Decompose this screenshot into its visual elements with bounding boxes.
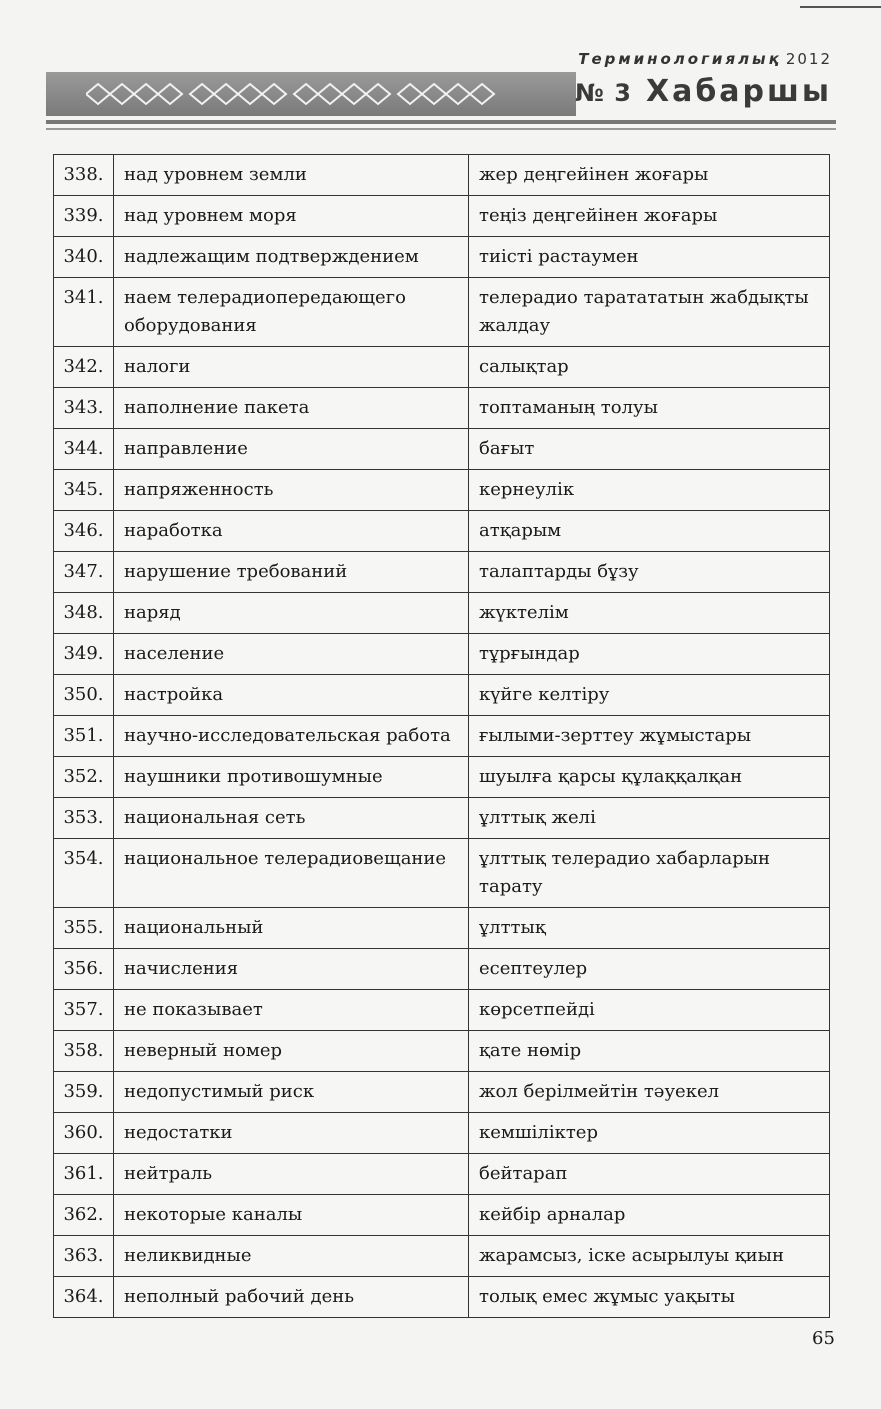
table-row <box>54 552 830 593</box>
table-row <box>54 757 830 798</box>
kazakh-term: жол берілмейтін тәуекел <box>469 1072 830 1113</box>
entry-number: 350. <box>54 675 114 716</box>
entry-number: 346. <box>54 511 114 552</box>
kazakh-term: кернеулік <box>469 470 830 511</box>
entry-number: 353. <box>54 798 114 839</box>
russian-term: нарушение требований <box>114 552 469 593</box>
entry-number: 357. <box>54 990 114 1031</box>
russian-term: национальный <box>114 908 469 949</box>
journal-title <box>578 50 832 68</box>
entry-number: 352. <box>54 757 114 798</box>
table-row <box>54 839 830 908</box>
table-row <box>54 798 830 839</box>
table-row <box>54 1031 830 1072</box>
russian-term: наряд <box>114 593 469 634</box>
entry-number: 356. <box>54 949 114 990</box>
kazakh-term: ұлттық телерадио хабарларын тарату <box>469 839 830 908</box>
table-row <box>54 593 830 634</box>
journal-issue <box>575 74 832 109</box>
entry-number: 359. <box>54 1072 114 1113</box>
kazakh-term: ұлттық желі <box>469 798 830 839</box>
russian-term: направление <box>114 429 469 470</box>
entry-number: 349. <box>54 634 114 675</box>
entry-number: 355. <box>54 908 114 949</box>
russian-term: нейтраль <box>114 1154 469 1195</box>
journal-title-word: Терминологиялық <box>578 50 782 68</box>
russian-term: наполнение пакета <box>114 388 469 429</box>
table-row <box>54 675 830 716</box>
russian-term: настройка <box>114 675 469 716</box>
entry-number: 348. <box>54 593 114 634</box>
kazakh-term: бағыт <box>469 429 830 470</box>
entry-number: 361. <box>54 1154 114 1195</box>
kazakh-term: телерадио таратататын жабдықты жалдау <box>469 278 830 347</box>
kazakh-term: салықтар <box>469 347 830 388</box>
russian-term: наработка <box>114 511 469 552</box>
table-row <box>54 1195 830 1236</box>
page-number: 65 <box>812 1328 835 1349</box>
entry-number: 339. <box>54 196 114 237</box>
kazakh-term: тұрғындар <box>469 634 830 675</box>
table-row <box>54 196 830 237</box>
russian-term: население <box>114 634 469 675</box>
kazakh-term: тиісті растаумен <box>469 237 830 278</box>
table-row <box>54 347 830 388</box>
russian-term: неверный номер <box>114 1031 469 1072</box>
russian-term: некоторые каналы <box>114 1195 469 1236</box>
table-row <box>54 1277 830 1318</box>
russian-term: научно-исследовательская работа <box>114 716 469 757</box>
table-row <box>54 908 830 949</box>
corner-rule <box>800 6 881 8</box>
entry-number: 345. <box>54 470 114 511</box>
kazakh-term: күйге келтіру <box>469 675 830 716</box>
russian-term: налоги <box>114 347 469 388</box>
kazakh-term: қате нөмір <box>469 1031 830 1072</box>
kazakh-term: жүктелім <box>469 593 830 634</box>
entry-number: 340. <box>54 237 114 278</box>
entry-number: 344. <box>54 429 114 470</box>
russian-term: недостатки <box>114 1113 469 1154</box>
kazakh-term: жарамсыз, іске асырылуы қиын <box>469 1236 830 1277</box>
table-row <box>54 1072 830 1113</box>
ornament-band <box>46 72 576 116</box>
russian-term: национальное телерадиовещание <box>114 839 469 908</box>
table-row <box>54 388 830 429</box>
russian-term: наушники противошумные <box>114 757 469 798</box>
glossary-table <box>53 154 830 1318</box>
entry-number: 360. <box>54 1113 114 1154</box>
entry-number: 363. <box>54 1236 114 1277</box>
table-row <box>54 1236 830 1277</box>
kazakh-term: есептеулер <box>469 949 830 990</box>
entry-number: 358. <box>54 1031 114 1072</box>
kazakh-term: атқарым <box>469 511 830 552</box>
entry-number: 341. <box>54 278 114 347</box>
table-row <box>54 237 830 278</box>
russian-term: напряженность <box>114 470 469 511</box>
russian-term: над уровнем земли <box>114 155 469 196</box>
entry-number: 354. <box>54 839 114 908</box>
russian-term: неполный рабочий день <box>114 1277 469 1318</box>
table-row <box>54 1154 830 1195</box>
table-row <box>54 716 830 757</box>
russian-term: наем телерадиопередающего оборудования <box>114 278 469 347</box>
russian-term: национальная сеть <box>114 798 469 839</box>
russian-term: над уровнем моря <box>114 196 469 237</box>
table-row <box>54 511 830 552</box>
russian-term: надлежащим подтверждением <box>114 237 469 278</box>
issue-number: № 3 <box>575 79 632 107</box>
entry-number: 351. <box>54 716 114 757</box>
entry-number: 362. <box>54 1195 114 1236</box>
entry-number: 364. <box>54 1277 114 1318</box>
russian-term: не показывает <box>114 990 469 1031</box>
kazakh-term: кейбір арналар <box>469 1195 830 1236</box>
kazakh-term: толық емес жұмыс уақыты <box>469 1277 830 1318</box>
kazakh-term: талаптарды бұзу <box>469 552 830 593</box>
table-row <box>54 990 830 1031</box>
kazakh-term: бейтарап <box>469 1154 830 1195</box>
table-row <box>54 470 830 511</box>
table-row <box>54 155 830 196</box>
kazakh-term: ғылыми-зерттеу жұмыстары <box>469 716 830 757</box>
table-row <box>54 429 830 470</box>
header-rule-thick <box>46 120 836 124</box>
russian-term: недопустимый риск <box>114 1072 469 1113</box>
kazakh-term: жер деңгейінен жоғары <box>469 155 830 196</box>
glossary-body <box>54 155 830 1318</box>
page-header <box>46 48 836 138</box>
header-rule-thin <box>46 128 836 130</box>
table-row <box>54 1113 830 1154</box>
kazakh-term: кемшіліктер <box>469 1113 830 1154</box>
entry-number: 343. <box>54 388 114 429</box>
kazakh-term: топтаманың толуы <box>469 388 830 429</box>
ornament-pattern-icon <box>86 76 506 112</box>
russian-term: начисления <box>114 949 469 990</box>
table-row <box>54 278 830 347</box>
kazakh-term: ұлттық <box>469 908 830 949</box>
entry-number: 342. <box>54 347 114 388</box>
entry-number: 347. <box>54 552 114 593</box>
russian-term: неликвидные <box>114 1236 469 1277</box>
journal-name: Хабаршы <box>645 74 832 109</box>
journal-year: 2012 <box>785 50 832 68</box>
entry-number: 338. <box>54 155 114 196</box>
table-row <box>54 949 830 990</box>
kazakh-term: теңіз деңгейінен жоғары <box>469 196 830 237</box>
kazakh-term: көрсетпейді <box>469 990 830 1031</box>
kazakh-term: шуылға қарсы құлаққалқан <box>469 757 830 798</box>
table-row <box>54 634 830 675</box>
